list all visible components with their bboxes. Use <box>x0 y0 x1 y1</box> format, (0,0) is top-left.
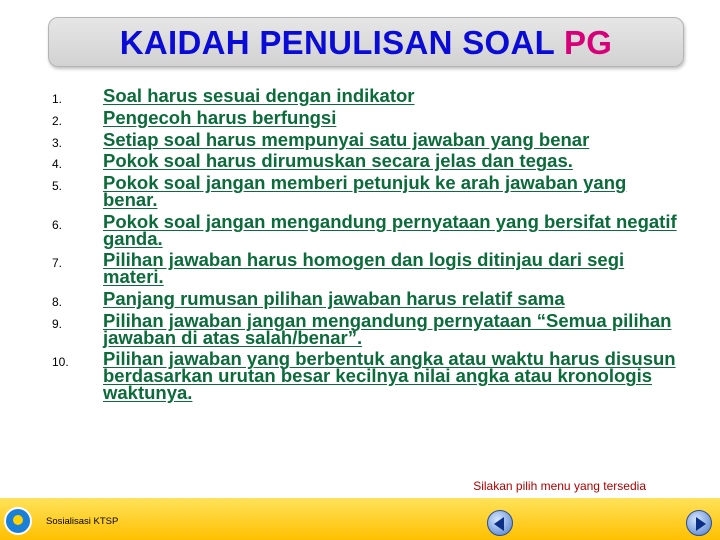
item-link[interactable]: Setiap soal harus mempunyai satu jawaban yang benar <box>103 128 590 150</box>
item-number: 5. <box>52 179 63 194</box>
list-item[interactable] <box>0 250 720 286</box>
item-number: 8. <box>52 294 63 309</box>
list-item[interactable] <box>0 151 720 170</box>
item-number: 2. <box>52 113 63 128</box>
page-title: KAIDAH PENULISAN SOAL PG <box>119 24 613 61</box>
item-link[interactable]: Pokok soal jangan mengandung pernyataan yang bersifat negatif ganda. <box>103 210 677 249</box>
next-arrow-icon <box>696 517 706 531</box>
next-button[interactable] <box>686 510 712 536</box>
item-link[interactable]: Pilihan jawaban yang berbentuk angka atau waktu harus disusun berdasarkan urutan besar kecilnya nilai angka atau kronologis waktunya. <box>103 348 676 403</box>
item-link[interactable]: Panjang rumusan pilihan jawaban harus relatif sama <box>103 287 565 309</box>
item-number: 6. <box>52 217 63 232</box>
list-item[interactable] <box>0 173 720 209</box>
list-item[interactable] <box>0 130 720 149</box>
list-item[interactable] <box>0 311 720 347</box>
list-item[interactable] <box>0 212 720 248</box>
item-number: 1. <box>52 92 63 106</box>
item-number: 9. <box>52 316 63 331</box>
item-link[interactable]: Pilihan jawaban jangan mengandung pernyataan “Semua pilihan jawaban di atas salah/benar”. <box>103 309 672 348</box>
list-item[interactable] <box>0 86 720 105</box>
menu-hint: Silakan pilih menu yang tersedia <box>473 479 646 493</box>
item-link[interactable]: Soal harus sesuai dengan indikator <box>103 85 415 106</box>
title-banner <box>48 17 684 67</box>
item-link[interactable]: Pengecoh harus berfungsi <box>103 106 337 128</box>
ministry-logo-icon <box>4 507 32 535</box>
previous-button[interactable] <box>487 510 513 536</box>
footer-label: Sosialisasi KTSP <box>46 516 119 527</box>
item-number: 7. <box>52 256 63 271</box>
item-number: 4. <box>52 157 63 172</box>
list-item[interactable] <box>0 108 720 127</box>
rules-list <box>0 86 720 402</box>
previous-arrow-icon <box>494 517 504 531</box>
list-item[interactable] <box>0 349 720 401</box>
item-link[interactable]: Pokok soal jangan memberi petunjuk ke arah jawaban yang benar. <box>103 172 627 210</box>
item-link[interactable]: Pilihan jawaban harus homogen dan logis ditinjau dari segi materi. <box>103 249 625 288</box>
item-number: 3. <box>52 135 63 150</box>
item-number: 10. <box>52 355 69 370</box>
list-item[interactable] <box>0 289 720 308</box>
item-link[interactable]: Pokok soal harus dirumuskan secara jelas dan tegas. <box>103 150 573 172</box>
